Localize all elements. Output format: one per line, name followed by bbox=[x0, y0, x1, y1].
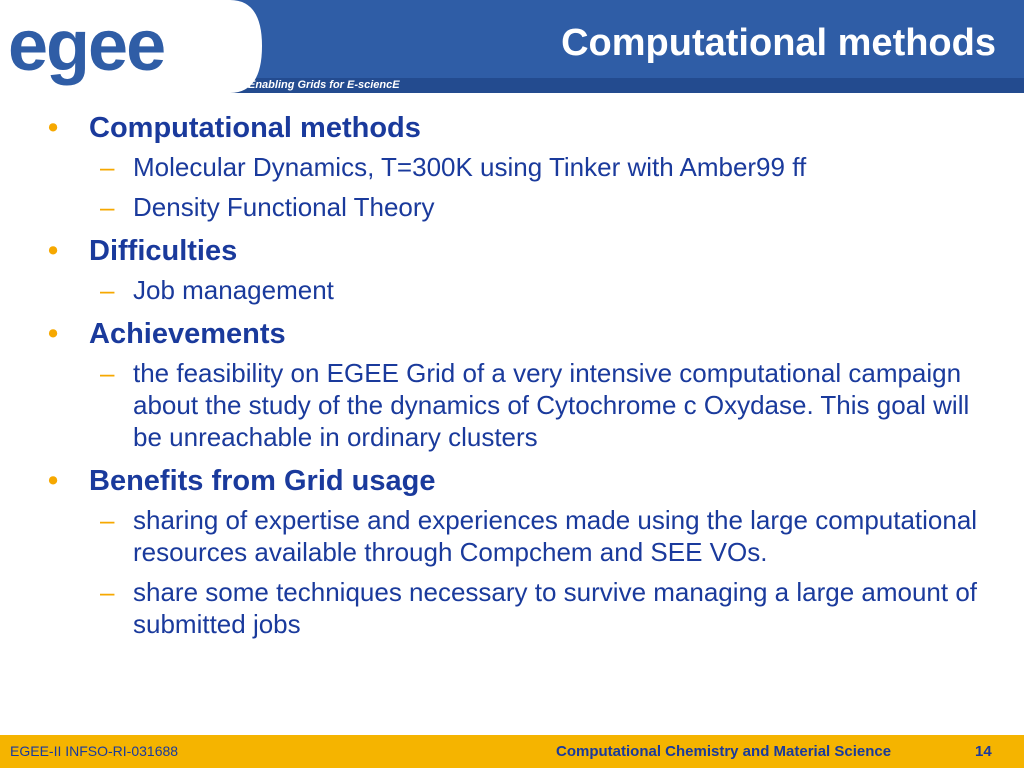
bullet-text: Achievements bbox=[89, 318, 286, 350]
sub-bullet bbox=[0, 504, 1024, 568]
logo-lettering: egee bbox=[8, 6, 165, 86]
page-number: 14 bbox=[975, 743, 992, 760]
bullet-computational-methods bbox=[0, 108, 1024, 148]
sub-bullet-text: Density Functional Theory bbox=[133, 192, 435, 222]
sub-bullet bbox=[0, 576, 1024, 640]
sub-bullet-text: the feasibility on EGEE Grid of a very intensive computational campaign about the study of the dynamics of Cytochrome c Oxydase. This goal will be unreachable in ordinary clusters bbox=[133, 358, 970, 452]
sub-bullet-dash: – bbox=[100, 505, 115, 535]
slide-header bbox=[0, 0, 1024, 93]
sub-bullet-dash: – bbox=[100, 577, 115, 607]
bullet-dot: • bbox=[48, 235, 59, 267]
sub-bullet-text: sharing of expertise and experiences made using the large computational resources available through Compchem and SEE VOs. bbox=[133, 505, 978, 567]
sub-bullet bbox=[0, 151, 1024, 183]
sub-bullet bbox=[0, 357, 1024, 453]
footer-project-id: EGEE-II INFSO-RI-031688 bbox=[10, 743, 179, 759]
footer-session-title: Computational Chemistry and Material Science bbox=[556, 743, 892, 760]
bullet-text: Computational methods bbox=[89, 112, 421, 144]
bullet-dot: • bbox=[48, 465, 59, 497]
bullet-text: Benefits from Grid usage bbox=[89, 465, 436, 497]
sub-bullet-text: Job management bbox=[133, 275, 334, 305]
tagline: Enabling Grids for E-sciencE bbox=[248, 79, 400, 91]
bullet-benefits bbox=[0, 461, 1024, 501]
sub-bullet-dash: – bbox=[100, 152, 115, 182]
sub-bullet-dash: – bbox=[100, 275, 115, 305]
slide-footer bbox=[0, 735, 1024, 768]
bullet-difficulties bbox=[0, 231, 1024, 271]
sub-bullet bbox=[0, 274, 1024, 306]
slide-content bbox=[0, 108, 1024, 728]
sub-bullet-text: share some techniques necessary to survive managing a large amount of submitted jobs bbox=[133, 577, 978, 639]
sub-bullet-dash: – bbox=[100, 192, 115, 222]
sub-bullet bbox=[0, 191, 1024, 223]
sub-bullet-text: Molecular Dynamics, T=300K using Tinker with Amber99 ff bbox=[133, 152, 807, 182]
sub-bullet-dash: – bbox=[100, 358, 115, 388]
bullet-text: Difficulties bbox=[89, 235, 238, 267]
egee-logo-graphic bbox=[0, 0, 285, 93]
bullet-dot: • bbox=[48, 112, 59, 144]
egee-logo bbox=[0, 0, 285, 93]
page-title: Computational methods bbox=[561, 22, 996, 64]
bullet-dot: • bbox=[48, 318, 59, 350]
bullet-achievements bbox=[0, 314, 1024, 354]
